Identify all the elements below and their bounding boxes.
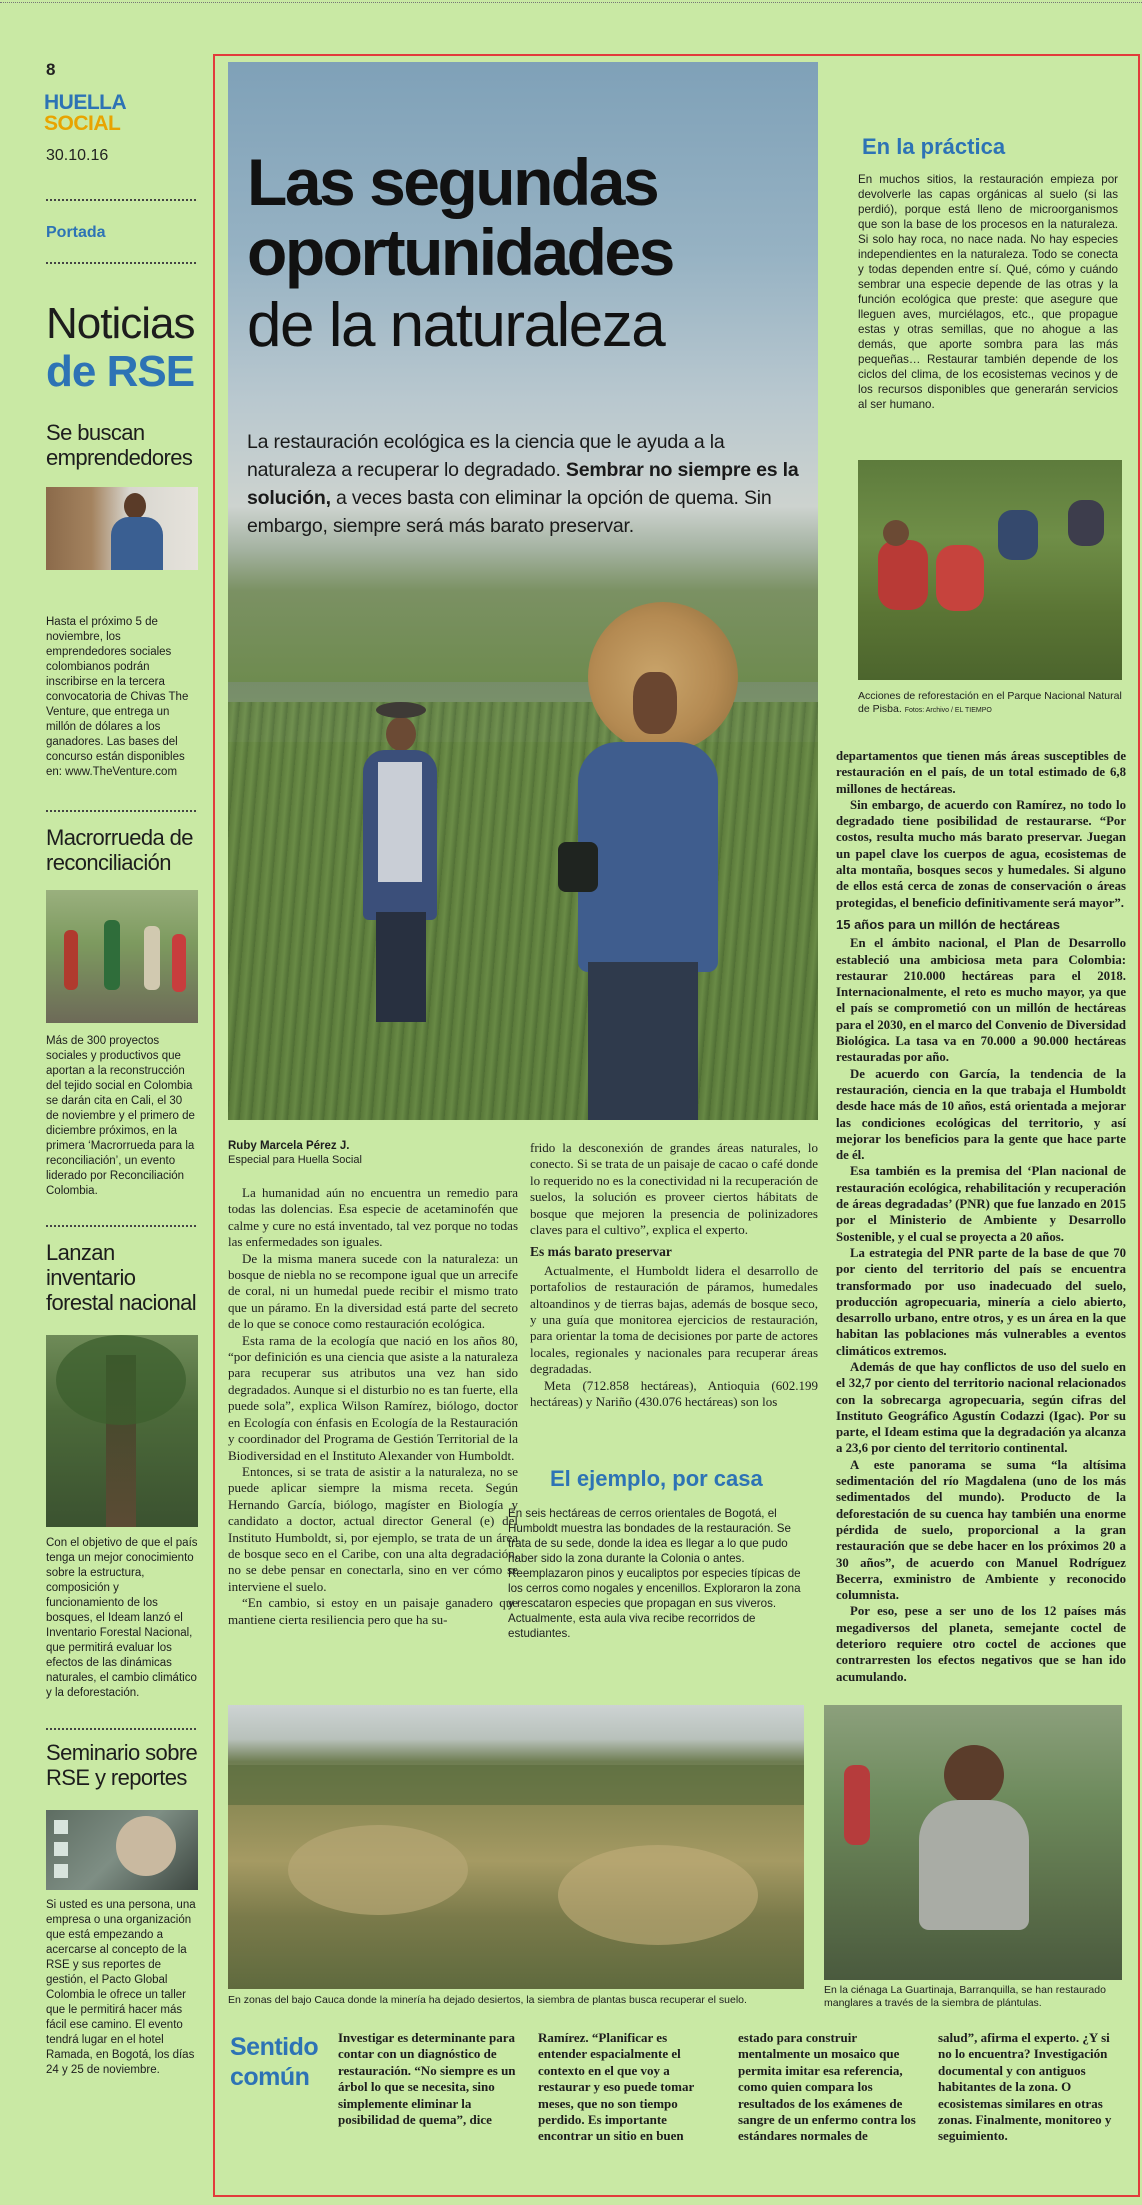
practica-title: En la práctica [862, 134, 1006, 159]
paragraph: A este panorama se suma “la altísima sedimentación del río Magdalena (uno de los más sedimentados del mundo). Producto de la deforestación de su cuenca hay también una enorme pérdida de suelo, proporcional a la gran restauración que se debe hacer en los próximos 20 a 30 años”, de acuerdo con Manuel Rodríguez Becerra, exministro de Ambiente y reconocido columnista. [836, 1457, 1126, 1603]
practica-text: En muchos sitios, la restauración empieza por devolverle las capas orgánicas al suelo (si las perdió), porque está lleno de microorganismos que son la base de los procesos en la naturaleza. Si solo hay roca, no nace nada. No hay especies independientes en la naturaleza. Todo se conecta y todas dependen entre sí. Qué, cómo y cuándo sembrar una especie depende de las otras y la función ecológica que preste: que asegure que lleguen aves, murciélagos, etc., que propague estas y otras semillas, que no ahogue a las demás, que aporte sombra para las más pequeñas… Restaurar también depende de los ciclos del clima, de los ecosistemas vecinos y de los recursos disponibles que generarán servicios al ser humano. [858, 173, 1118, 411]
paragraph: “En cambio, si estoy en un paisaje ganadero que mantiene cierta resiliencia pero que ha su- [228, 1595, 518, 1627]
ejemplo-title: El ejemplo, por casa [550, 1466, 763, 1491]
cauca-photo [228, 1705, 804, 1989]
page-number: 8 [46, 60, 56, 79]
paragraph: En el ámbito nacional, el Plan de Desarrollo estableció una ambiciosa meta para Colombia: restaurar 210.000 hectáreas para el 2018. Internacionalmente, el reto es mucho mayor, ya que el país se comprometió con un millón de hectáreas para el 2030, en el marco del Convenio de Diversidad Biológica. La tasa va en 70.000 a 90.000 hectáreas restauradas por año. [836, 936, 1126, 1065]
brand-bottom: SOCIAL [44, 112, 121, 135]
paragraph: Esa también es la premisa del ‘Plan nacional de restauración ecológica, rehabilitación y recuperación de áreas degradadas’ (PNR) que fue lanzado en 2015 por el Ministerio de Ambiente y Desarrollo Sostenible, y el cual se proyecta a 20 años. [836, 1164, 1126, 1244]
section-label: Portada [46, 224, 106, 241]
sidebar-title [46, 300, 195, 396]
sentido-col-1: Investigar es determinante para contar con un diagnóstico de restauración. “No siempre es un árbol lo que se necesita, sino simplemente eliminar la posibilidad de quema”, dice [338, 2030, 516, 2128]
headline-line1: Las segundas [247, 145, 658, 219]
sidebar-item-title: Macrorrueda de reconciliación [46, 825, 193, 875]
lead-text-bold: Sembrar no siempre es la solución, [247, 459, 799, 509]
byline-role: Especial para Huella Social [228, 1154, 362, 1166]
sentido-col-2: Ramírez. “Planificar es entender espacialmente el contexto en el que voy a restaurar y eso puede tomar meses, que no son tiempo perdido. Es importante encontrar un sitio en buen [538, 2030, 694, 2144]
sidebar-item-title: Seminario sobre RSE y reportes [46, 1740, 198, 1790]
paragraph: Entonces, si se trata de asistir a la naturaleza, no se puede aplicar siempre la misma receta. Según Hernando García, biólogo, magíster en Biología y candidato a doctor, actual director General (e) del Instituto Humboldt, si, por ejemplo, se trata de un área de bosque seco en el Caribe, con una alta degradación, no se debe pensar en conectarla, sino en ver cómo se interviene el suelo. [228, 1463, 518, 1594]
paragraph: Además de que hay conflictos de uso del suelo en el 32,7 por ciento del territorio nacional relacionados con la sobrecarga agropecuaria, según cifras del Instituto Geográfico Agustín Codazzi (Igac). Por su parte, el Ideam estima que la degradación ya alcanza a 23,6 por ciento del territorio continental. [836, 1359, 1126, 1456]
sidebar-item-text: Más de 300 proyectos sociales y productivos que aportan a la reconstrucción del tejido social en Colombia se darán cita en Cali, el 30 de noviembre y el primero de diciembre próximos, en la primera ‘Macrorrueda para la reconciliación’, un evento liderado por Reconciliación Colombia. [46, 1035, 195, 1197]
paragraph: De la misma manera sucede con la naturaleza: un bosque de niebla no se recompone igual que un arrecife de coral, ni un humedal puede recibir el mismo trato que un páramo. En la diversidad está parte del secreto de lo que se conoce como restauración ecológica. [228, 1250, 518, 1332]
section-divider [46, 262, 196, 264]
subhead-15-anos: 15 años para un millón de hectáreas [836, 916, 1060, 932]
paragraph: Meta (712.858 hectáreas), Antioquia (602.199 hectáreas) y Nariño (430.076 hectáreas) son los [530, 1377, 818, 1410]
paragraph: Por eso, pese a ser uno de los 12 países más megadiversos del planeta, semejante coctel de deterioro requiere otro coctel de acciones que contrarresten los efectos negativos que se han ido acumulando. [836, 1604, 1126, 1684]
sidebar-divider [46, 810, 196, 812]
page-date: 30.10.16 [46, 147, 109, 164]
paragraph: departamentos que tienen más áreas susceptibles de restauración en el país, de un total estimado de 6,8 millones de hectáreas. [836, 749, 1126, 796]
lead-text-1: La restauración ecológica es la ciencia que le ayuda a la naturaleza a recuperar lo degradado. [247, 431, 725, 481]
article-col-3 [836, 748, 1126, 1685]
pisba-caption [858, 690, 1122, 717]
paragraph: La estrategia del PNR parte de la base de que 70 por ciento del territorio del país se encuentra transformado por uso inadecuado del suelo, producción agropecuaria, minería a cielo abierto, desarrollo urbano, entre otros, y es un área en la que habitan las poblaciones más vulnerables a eventos climáticos extremos. [836, 1245, 1126, 1358]
paragraph: Esta rama de la ecología que nació en los años 80, “por definición es una ciencia que asiste a la naturaleza para recuperar sus atributos una vez han sido degradados. Aunque si el disturbio no es tan fuerte, ella puede sola”, explica Wilson Ramírez, biólogo, doctor en Ecología con énfasis en Ecología de la Restauración y coordinador del Programa de Gestión Territorial de la Biodiversidad en el Instituto Alexander von Humboldt. [228, 1332, 518, 1463]
guartinaja-photo [824, 1705, 1122, 1980]
forest-photo [46, 1335, 198, 1527]
masthead-divider [46, 199, 196, 201]
byline-author: Ruby Marcela Pérez J. [228, 1140, 350, 1152]
paragraph: Actualmente, el Humboldt lidera el desarrollo de portafolios de restauración de páramos, humedales altoandinos y de tierras bajas, además de bosque seco, y una guía que monitorea ejercicios de restauración, para orientar la toma de decisiones por parte de actores locales, regionales y nacionales para recuperar áreas degradadas. [530, 1262, 818, 1377]
lead-text-2: a veces basta con eliminar la opción de quema. Sin embargo, siempre será más barato preservar. [247, 487, 772, 537]
ejemplo-text: En seis hectáreas de cerros orientales de Bogotá, el Humboldt muestra las bondades de la restauración. Se trata de su sede, donde la idea es llegar a lo que pudo haber sido la zona durante la Colonia o antes. Reemplazaron pinos y eucaliptos por especies típicas de los cerros como nogales y encenillos. Exploraron la zona y rescataron especies que propagan en sus viveros. Actualmente, esta aula viva recibe recorridos de estudiantes. [508, 1507, 801, 1640]
paragraph: De acuerdo con García, la tendencia de la restauración, ciencia en la que trabaja el Humboldt desde hace más de 10 años, está orientada a mejorar las condiciones ecológicas del territorio, y así mejorar los beneficios para la gente que hace parte de él. [836, 1066, 1126, 1163]
sidebar-divider [46, 1225, 196, 1227]
brand-logo [44, 92, 126, 134]
entrepreneur-photo [46, 487, 198, 570]
paragraph: La humanidad aún no encuentra un remedio para todas las dolencias. Esa especie de acetaminofén que calme y cure no está inventado, tal vez porque no todas las enfermedades son iguales. [228, 1185, 518, 1250]
sidebar-item-text: Si usted es una persona, una empresa o una organización que está empezando a acercarse al concepto de la RSE y sus reportes de gestión, el Pacto Global Colombia le ofrece un taller que le permitirá hacer más fácil ese camino. El evento tendrá lugar en el hotel Ramada, en Bogotá, los días 24 y 25 de noviembre. [46, 1899, 196, 2076]
sidebar-title-line2: de RSE [46, 347, 195, 396]
headline-line3: de la naturaleza [247, 291, 665, 360]
sentido-col-3: estado para construir mentalmente un mosaico que permita imitar esa referencia, como quien compara los resultados de los exámenes de sangre de un enfermo contra los estándares normales de [738, 2030, 916, 2144]
sentido-title-line1: Sentido [230, 2033, 319, 2061]
guartinaja-caption: En la ciénaga La Guartinaja, Barranquilla, se han restaurado manglares a través de la siembra de plántulas. [824, 1984, 1106, 2009]
subhead-preservar: Es más barato preservar [530, 1244, 672, 1260]
top-border [0, 2, 1142, 3]
photo-credit: Fotos: Archivo / EL TIEMPO [904, 707, 992, 714]
paragraph: Sin embargo, de acuerdo con Ramírez, no todo lo degradado tiene posibilidad de restaurarse. “Por costos, resulta mucho más barato preservar. Juegan un papel clave los cuerpos de agua, ecosistemas de alta montaña, bosques secos y humedales. Si alguno de ellos está cerca de zonas de conservación o áreas protegidas, el beneficio definitivamente será mayor”. [836, 797, 1126, 910]
sidebar-title-line1: Noticias [46, 299, 195, 348]
article-col-2 [530, 1140, 818, 1411]
sidebar-item-title: Lanzan inventario forestal nacional [46, 1240, 197, 1315]
brand-top: HUELLA [44, 91, 127, 114]
article-col-1 [228, 1185, 518, 1628]
reconciliation-photo [46, 890, 198, 1023]
pisba-caption-text: Acciones de reforestación en el Parque Nacional Natural de Pisba. [858, 690, 1122, 715]
sentido-title [230, 2032, 318, 2092]
sentido-title-line2: común [230, 2063, 310, 2091]
sidebar-item-title: Se buscan emprendedores [46, 420, 193, 470]
sentido-col-4: salud”, afirma el experto. ¿Y si no lo encuentra? Investigación documental y con antiguos habitantes de la zona. O ecosistemas similares en otras zonas. Finalmente, monitoreo y seguimiento. [938, 2030, 1112, 2144]
sidebar-item-text: Con el objetivo de que el país tenga un mejor conocimiento sobre la estructura, composición y funcionamiento de los bosques, el Ideam lanzó el Inventario Forestal Nacional, que permitirá evaluar los efectos de las dinámicas naturales, el cambio climático y la deforestación. [46, 1537, 198, 1699]
paragraph: frido la desconexión de grandes áreas naturales, lo conecto. Si se trata de un paisaje de cacao o café donde lo requerido no es la conectividad ni la recuperación de suelos, la solución es proveer ciertos hábitats de bosque que mejoren la presencia de polinizadores claves para el cultivo”, explica el experto. [530, 1140, 818, 1238]
sidebar-divider [46, 1728, 196, 1730]
cauca-caption: En zonas del bajo Cauca donde la minería ha dejado desiertos, la siembra de plantas busca recuperar el suelo. [228, 1994, 747, 2006]
pisba-photo [858, 460, 1122, 680]
headline [247, 145, 807, 364]
sidebar-item-text: Hasta el próximo 5 de noviembre, los emprendedores sociales colombianos podrán inscribirse en la tercera convocatoria de Chivas The Venture, que entrega un millón de dólares a los ganadores. Las bases del concurso están disponibles en: www.TheVenture.com [46, 616, 189, 778]
byline [228, 1140, 448, 1166]
headline-line2: oportunidades [247, 215, 673, 289]
report-photo [46, 1810, 198, 1890]
lead-paragraph [247, 428, 807, 540]
